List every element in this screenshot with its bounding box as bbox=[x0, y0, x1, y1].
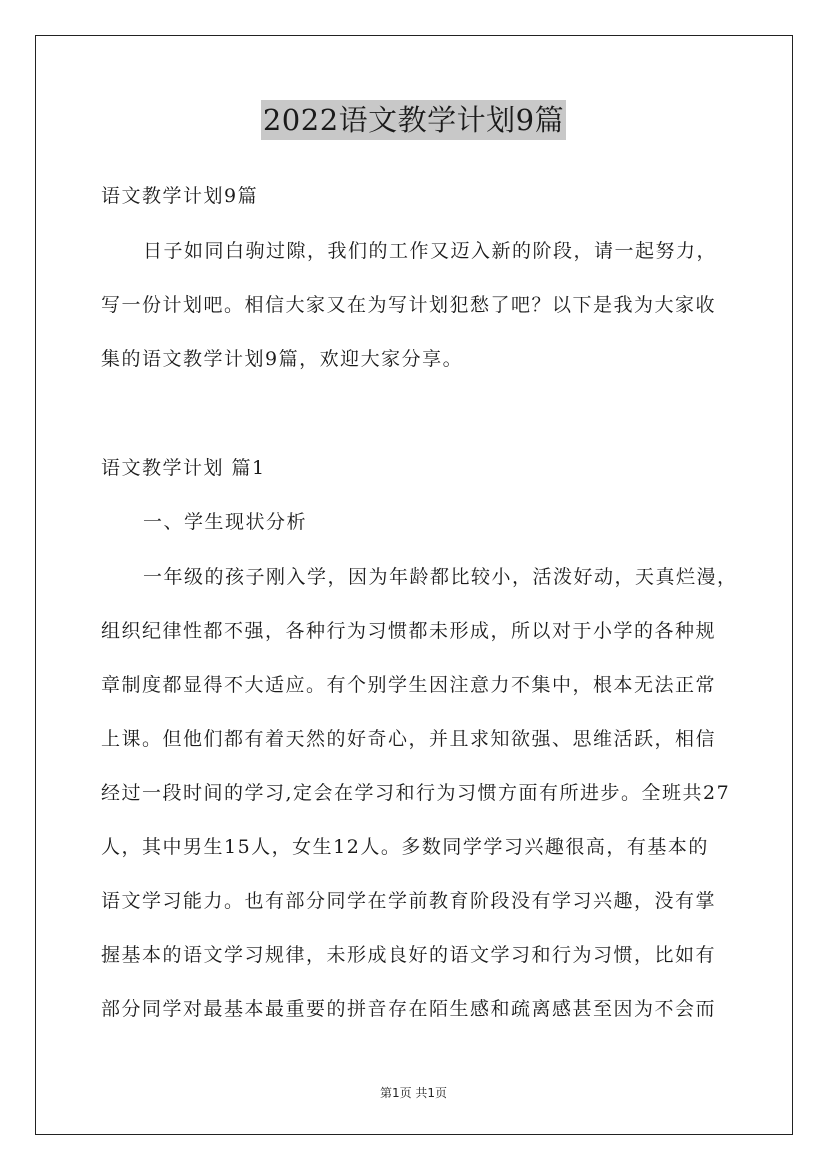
intro-line-3: 集的语文教学计划9篇，欢迎大家分享。 bbox=[101, 348, 464, 370]
body-line-4: 上课。但他们都有着天然的好奇心，并且求知欲强、思维活跃，相信 bbox=[101, 728, 717, 750]
document-subtitle: 语文教学计划9篇 bbox=[101, 185, 259, 207]
body-line-8: 握基本的语文学习规律，未形成良好的语文学习和行为习惯，比如有 bbox=[101, 944, 717, 966]
section-heading: 语文教学计划 篇1 bbox=[101, 457, 266, 479]
body-line-2: 组织纪律性都不强，各种行为习惯都未形成，所以对于小学的各种规 bbox=[101, 620, 717, 642]
title-container bbox=[0, 100, 827, 140]
document-title: 2022语文教学计划9篇 bbox=[261, 100, 566, 140]
body-line-6: 人，其中男生15人，女生12人。多数同学学习兴趣很高，有基本的 bbox=[101, 836, 709, 858]
intro-line-2: 写一份计划吧。相信大家又在为写计划犯愁了吧？以下是我为大家收 bbox=[101, 294, 717, 316]
sub-heading: 一、学生现状分析 bbox=[143, 511, 308, 533]
body-line-7: 语文学习能力。也有部分同学在学前教育阶段没有学习兴趣，没有掌 bbox=[101, 890, 717, 912]
page-footer: 第1页 共1页 bbox=[379, 1086, 448, 1100]
body-line-5: 经过一段时间的学习,定会在学习和行为习惯方面有所进步。全班共27 bbox=[101, 782, 731, 804]
body-line-3: 章制度都显得不大适应。有个别学生因注意力不集中，根本无法正常 bbox=[101, 674, 717, 696]
body-line-9: 部分同学对最基本最重要的拼音存在陌生感和疏离感甚至因为不会而 bbox=[101, 998, 717, 1020]
intro-line-1: 日子如同白驹过隙，我们的工作又迈入新的阶段，请一起努力， bbox=[143, 240, 718, 262]
body-line-1: 一年级的孩子刚入学，因为年龄都比较小，活泼好动，天真烂漫， bbox=[143, 566, 738, 588]
